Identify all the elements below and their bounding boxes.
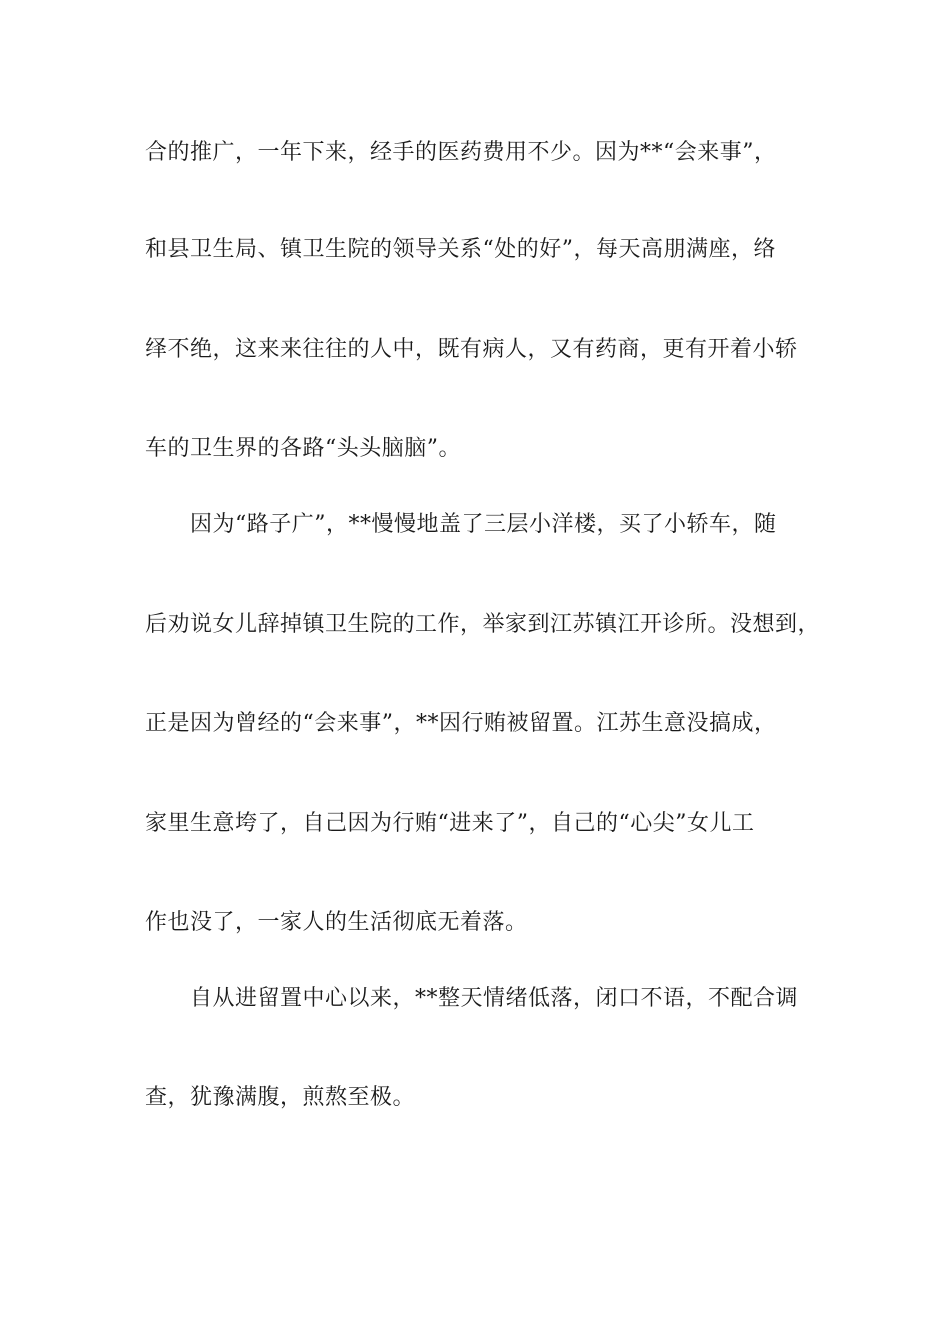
text-line: 家里生意垮了，自己因为行贿“进来了”，自己的“心尖”女儿工 bbox=[145, 811, 755, 836]
text-line: 后劝说女儿辞掉镇卫生院的工作，举家到江苏镇江开诊所。没想到， bbox=[145, 612, 821, 637]
text-line: 查，犹豫满腹，煎熬至极。 bbox=[145, 1085, 416, 1110]
paragraph-first-line: 自从进留置中心以来，**整天情绪低落，闭口不语，不配合调 bbox=[190, 986, 799, 1011]
text-line: 绎不绝，这来来往往的人中，既有病人，又有药商，更有开着小轿 bbox=[145, 337, 798, 362]
text-line: 和县卫生局、镇卫生院的领导关系“处的好”，每天高朋满座，络 bbox=[145, 237, 776, 262]
text-line: 作也没了，一家人的生活彻底无着落。 bbox=[145, 910, 528, 935]
text-line: 车的卫生界的各路“头头脑脑”。 bbox=[145, 436, 461, 461]
paragraph-first-line: 因为“路子广”，**慢慢地盖了三层小洋楼，买了小轿车，随 bbox=[190, 512, 777, 537]
text-line: 合的推广，一年下来，经手的医药费用不少。因为**“会来事”， bbox=[145, 140, 777, 165]
text-line: 正是因为曾经的“会来事”，**因行贿被留置。江苏生意没搞成， bbox=[145, 711, 777, 736]
